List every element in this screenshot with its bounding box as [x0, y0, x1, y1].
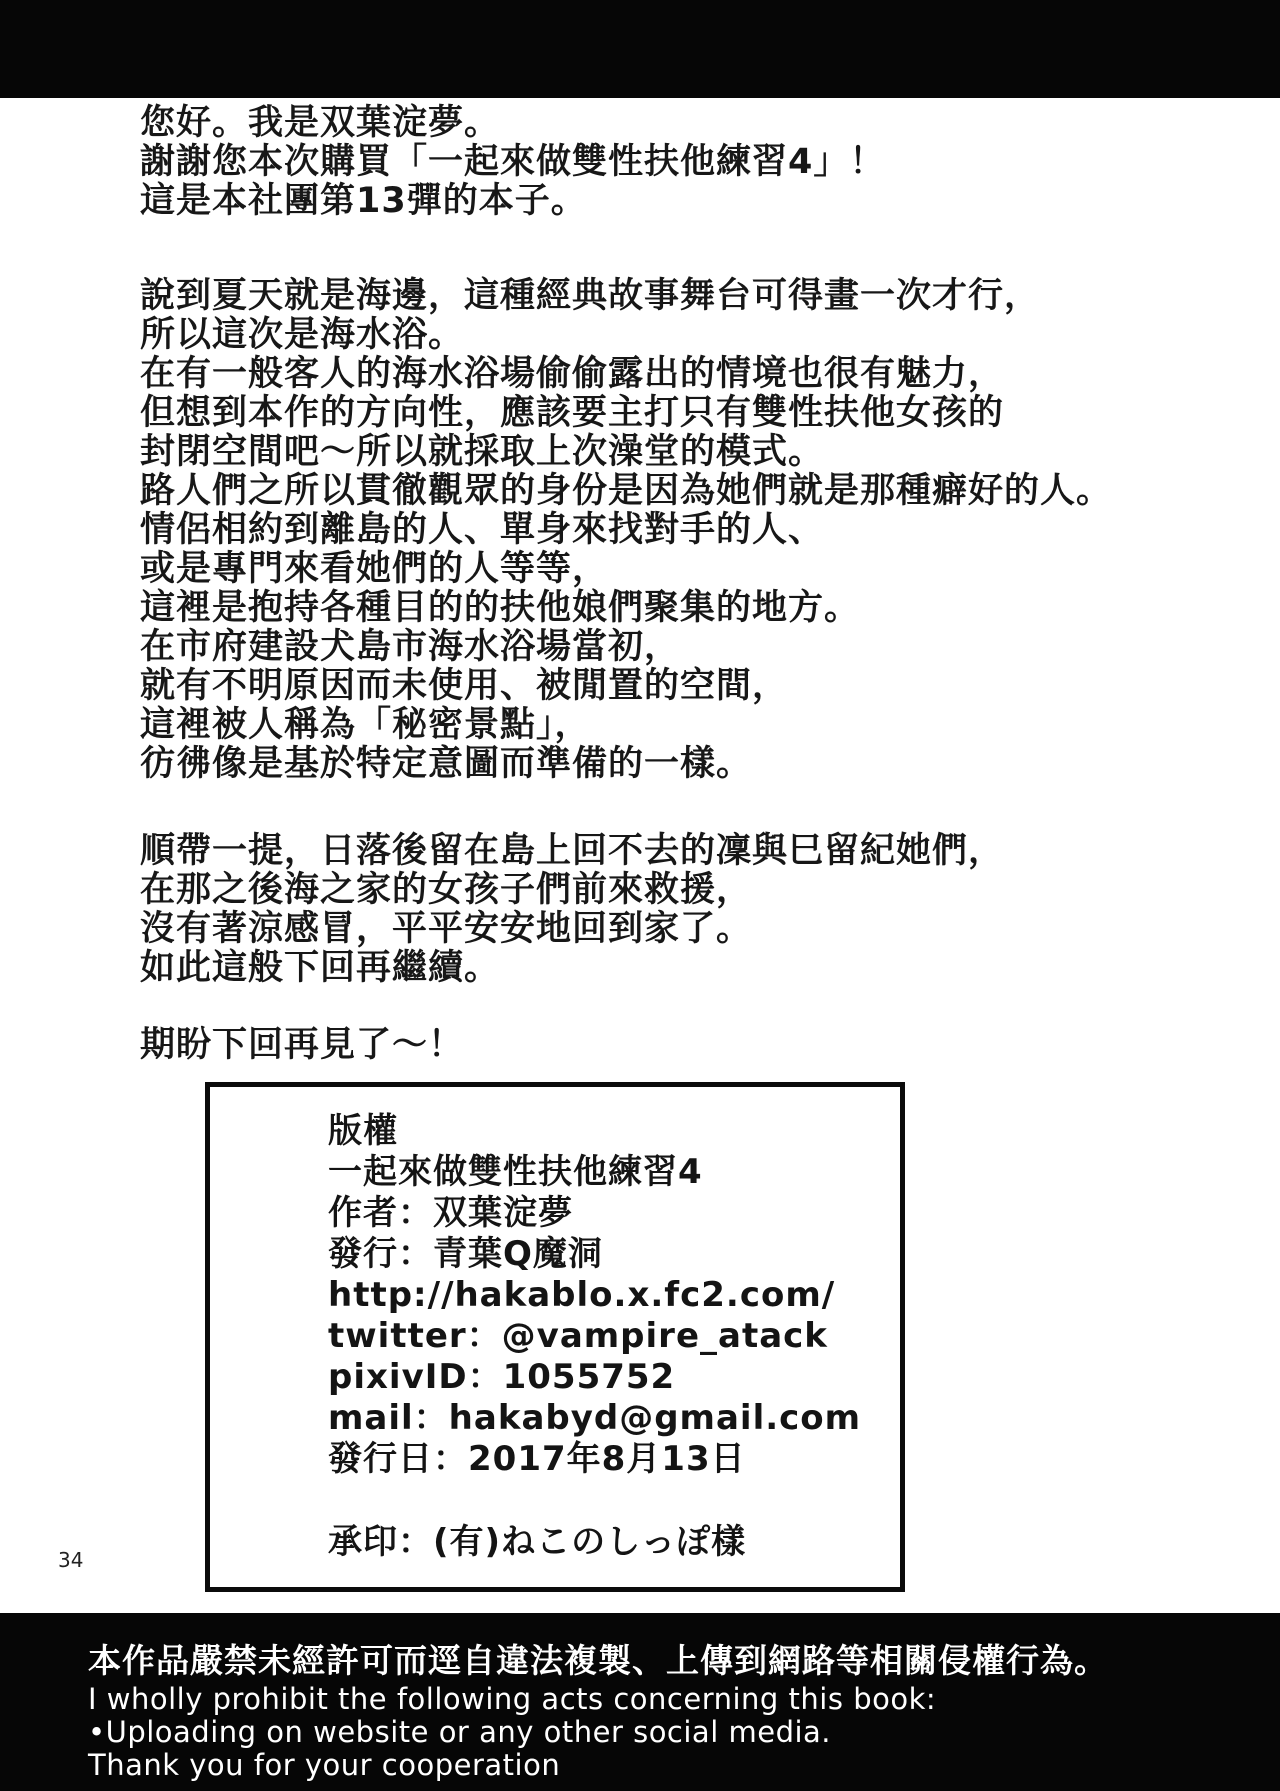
- page-number: 34: [58, 1548, 84, 1572]
- afterword-line: 順帶一提，日落後留在島上回不去的凜與巳留紀她們，: [140, 831, 1005, 871]
- afterword-line: 就有不明原因而未使用、被閒置的空間，: [140, 666, 789, 706]
- afterword-line: 在市府建設犬島市海水浴場當初，: [140, 627, 681, 667]
- afterword-line: 說到夏天就是海邊，這種經典故事舞台可得畫一次才行，: [140, 276, 1041, 316]
- afterword-line: 期盼下回再見了～！: [140, 1025, 465, 1065]
- colophon-title-label: 版權: [328, 1111, 398, 1151]
- colophon-publish-date: 發行日：2017年8月13日: [328, 1439, 746, 1479]
- afterword-line: 在有一般客人的海水浴場偷偷露出的情境也很有魅力，: [140, 354, 1005, 394]
- colophon-pixiv-id: pixivID：1055752: [328, 1357, 676, 1397]
- afterword-line: 封閉空間吧～所以就採取上次澡堂的模式。: [140, 432, 825, 472]
- afterword-line: 情侶相約到離島的人、單身來找對手的人、: [140, 510, 825, 550]
- footer-warning-cjk: 本作品嚴禁未經許可而逕自違法複製、上傳到網路等相關侵權行為。: [88, 1641, 1108, 1680]
- colophon-box: [205, 1082, 905, 1592]
- afterword-paragraph-story-notes: [140, 277, 1170, 784]
- footer-copyright-bar: [0, 1613, 1280, 1791]
- afterword-line: 或是專門來看她們的人等等，: [140, 549, 609, 589]
- afterword-text: [140, 98, 1170, 1065]
- colophon-author: 作者：双葉淀夢: [328, 1193, 573, 1233]
- afterword-line: 在那之後海之家的女孩子們前來救援，: [140, 870, 753, 910]
- footer-warning-en-line: Thank you for your cooperation: [88, 1748, 561, 1782]
- afterword-line: 謝謝您本次購買「一起來做雙性扶他練習4」！: [140, 142, 886, 182]
- colophon-mail-address: mail：hakabyd@gmail.com: [328, 1398, 862, 1438]
- afterword-line: 路人們之所以貫徹觀眾的身份是因為她們就是那種癖好的人。: [140, 471, 1113, 511]
- afterword-line: 但想到本作的方向性，應該要主打只有雙性扶他女孩的: [140, 393, 1005, 433]
- afterword-line: 這是本社團第13彈的本子。: [140, 181, 587, 221]
- colophon-printer: 承印：(有)ねこのしっぽ樣: [328, 1522, 747, 1562]
- afterword-paragraph-epilogue: [140, 832, 1170, 988]
- colophon-book-title: 一起來做雙性扶他練習4: [328, 1152, 703, 1192]
- afterword-line: 這裡是抱持各種目的的扶他娘們聚集的地方。: [140, 588, 861, 628]
- afterword-line: 這裡被人稱為「秘密景點」，: [140, 705, 591, 745]
- colophon-text: [328, 1111, 900, 1563]
- footer-warning-en-line: •Uploading on website or any other social media.: [88, 1715, 832, 1749]
- footer-warning-en-line: I wholly prohibit the following acts concerning this book:: [88, 1682, 937, 1716]
- colophon-publisher: 發行：青葉Q魔洞: [328, 1234, 603, 1274]
- afterword-line: 沒有著涼感冒，平平安安地回到家了。: [140, 909, 753, 949]
- top-black-margin: [0, 0, 1280, 98]
- afterword-line: 所以這次是海水浴。: [140, 315, 465, 355]
- afterword-line: 您好。我是双葉淀夢。: [140, 103, 501, 143]
- afterword-paragraph-farewell: [140, 1026, 1170, 1065]
- afterword-paragraph-greeting: [140, 104, 1170, 221]
- afterword-line: 如此這般下回再繼續。: [140, 948, 501, 988]
- colophon-website-url: http://hakablo.x.fc2.com/: [328, 1275, 836, 1315]
- afterword-line: 彷彿像是基於特定意圖而準備的一樣。: [140, 744, 753, 784]
- colophon-twitter-handle: twitter：@vampire_atack: [328, 1316, 828, 1356]
